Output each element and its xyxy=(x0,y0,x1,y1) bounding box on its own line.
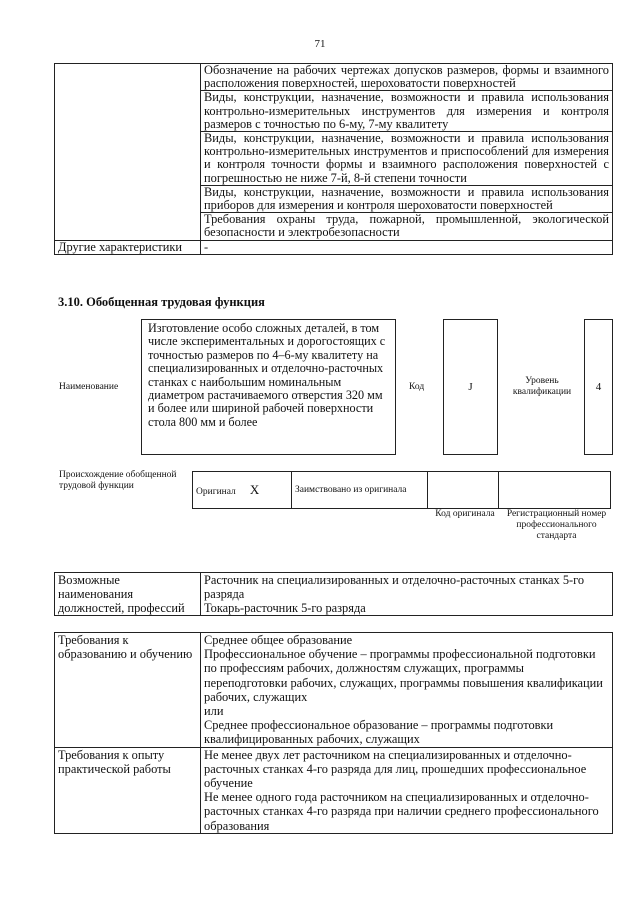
reg-number-cell xyxy=(499,472,611,509)
qualification-level-label: Уровень квалификации xyxy=(512,376,572,397)
table-row xyxy=(193,472,611,509)
knowledge-item: Виды, конструкции, назначение, возможности и правила использования приборов для измерения и контроля шероховатости поверхностей xyxy=(201,185,613,212)
positions-table xyxy=(54,572,613,616)
name-label: Наименование xyxy=(59,382,119,392)
education-item: Профессиональное обучение – программы профессиональной подготовки по профессиям рабочих, должностям служащих, программы переподготовки рабочих, служащих, программы повышения квалификации рабочих, служащих xyxy=(204,647,603,704)
position-item: Расточник на специализированных и отделочно-расточных станках 5-го разряда xyxy=(204,573,585,601)
knowledge-table xyxy=(54,63,613,255)
code-label: Код xyxy=(409,382,425,392)
education-item: Среднее общее образование xyxy=(204,633,353,647)
original-code-label: Код оригинала xyxy=(435,509,495,519)
original-code-cell xyxy=(428,472,499,509)
education-item: Среднее профессиональное образование – программы подготовки квалифицированных рабочих, служащих xyxy=(204,718,554,747)
positions-label: Возможные наименования должностей, профессий xyxy=(55,573,201,616)
experience-item: Не менее одного года расточником на специализированных и отделочно-расточных станках 4-го разряда при наличии среднего профессионального образования xyxy=(204,790,599,833)
knowledge-item: Требования охраны труда, пожарной, промышленной, экологической безопасности и электробезопасности xyxy=(201,213,613,240)
borrowed-label: Заимствовано из оригинала xyxy=(292,472,428,509)
original-label: Оригинал xyxy=(196,487,236,497)
knowledge-item: Виды, конструкции, назначение, возможности и правила использования контрольно-измерительных инструментов для измерения и контроля размеров с точностью по 6-му, 7-му квалитету xyxy=(201,91,613,132)
experience-item: Не менее двух лет расточником на специализированных и отделочно-расточных станках 4-го разряда для лиц, прошедших профессиональное обучение xyxy=(204,747,587,791)
table-row xyxy=(55,747,613,833)
function-name-value: Изготовление особо сложных деталей, в том числе экспериментальных и дорогостоящих с точностью размеров по 4–6-му квалитету на специализированных и отделочно-расточных станках с наибольшим номинальным диаметром растачиваемого отверстия 320 мм и более или шириной рабочей поверхности стола 800 мм и более xyxy=(141,319,396,455)
experience-values xyxy=(201,747,613,833)
empty-cell xyxy=(55,64,201,241)
experience-label: Требования к опыту практической работы xyxy=(55,747,201,833)
education-values xyxy=(201,633,613,748)
original-cell xyxy=(193,472,292,509)
reg-number-label: Регистрационный номер профессионального стандарта xyxy=(506,509,607,541)
positions-values xyxy=(201,573,613,616)
knowledge-item: Виды, конструкции, назначение, возможности и правила использования контрольно-измерительных инструментов и приспособлений для измерения и контроля точности формы и взаимного расположения поверхностей с погрешностью не ниже 7-й, 8-й степени точности xyxy=(201,132,613,186)
origin-label: Происхождение обобщенной трудовой функции xyxy=(59,470,177,491)
page-number: 71 xyxy=(314,38,326,50)
qualification-level-value: 4 xyxy=(584,319,613,455)
origin-table xyxy=(192,471,611,509)
section-title: 3.10. Обобщенная трудовая функция xyxy=(58,295,265,309)
code-value: J xyxy=(443,319,498,455)
table-row xyxy=(55,573,613,616)
education-label: Требования к образованию и обучению xyxy=(55,633,201,748)
table-row xyxy=(55,633,613,748)
education-item: или xyxy=(204,704,224,719)
position-item: Токарь-расточник 5-го разряда xyxy=(204,601,366,615)
other-characteristics-label: Другие характеристики xyxy=(55,240,201,254)
knowledge-item: Обозначение на рабочих чертежах допусков размеров, формы и взаимного расположения поверхностей, шероховатости поверхностей xyxy=(201,64,613,91)
table-row xyxy=(55,64,613,91)
other-characteristics-value: - xyxy=(201,240,613,254)
original-mark: X xyxy=(249,482,260,497)
requirements-table xyxy=(54,632,613,834)
table-row xyxy=(55,240,613,254)
